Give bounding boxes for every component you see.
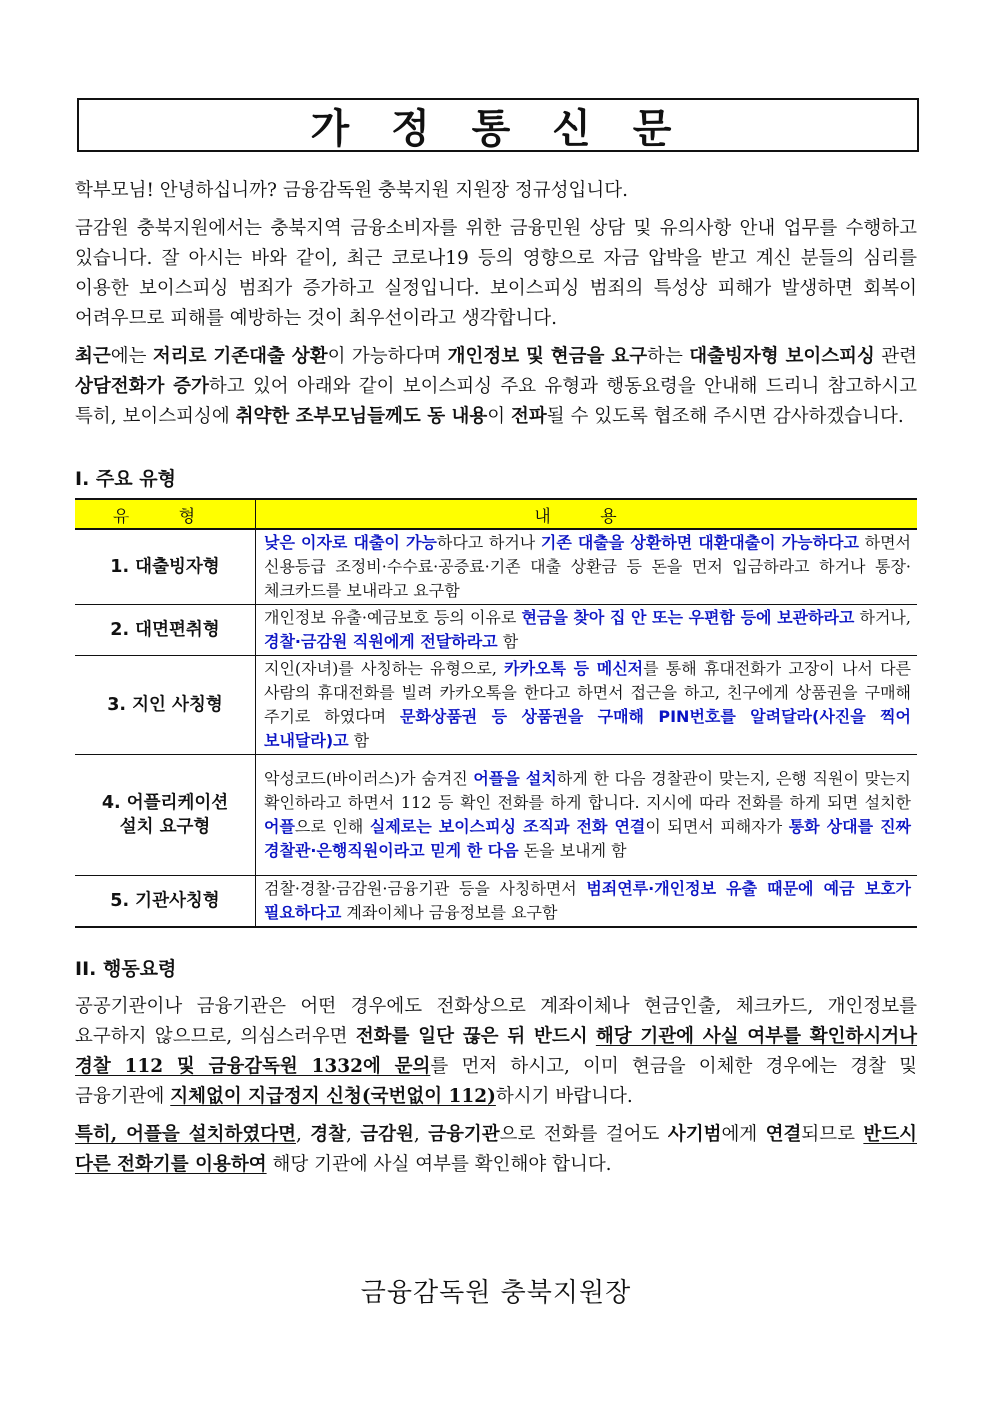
type-cell: 1. 대출빙자형 (75, 529, 256, 605)
content-text: 악성코드(바이러스)가 숨겨진 (264, 769, 474, 788)
content-text: 함 (497, 632, 519, 651)
action-text: 으로 전화를 걸어도 (499, 1124, 668, 1145)
warning-emphasis: 개인정보 및 현금을 요구 (447, 346, 648, 367)
warning-emphasis: 전파 (511, 406, 547, 427)
content-text: 이 되면서 피해자가 (645, 817, 789, 836)
action-text: 해당 기관에 사실 여부를 확인해야 합니다. (266, 1154, 612, 1175)
content-highlight: 낮은 이자로 대출이 가능 (264, 533, 437, 552)
content-highlight: 카카오톡 등 메신저 (504, 659, 644, 678)
content-cell (256, 529, 918, 605)
notice-page (75, 98, 917, 1180)
action-emphasis-underlined: 해당 기관에 사실 여부를 확인하시거나 (595, 1026, 918, 1047)
content-highlight: 기존 대출을 상환하면 대환대출이 가능하다고 (540, 533, 859, 552)
greeting-paragraph: 학부모님! 안녕하십니까? 금융감독원 충북지원 지원장 정규성입니다. (75, 180, 629, 201)
action-text: 되므로 (801, 1124, 864, 1145)
action-emphasis: 경찰 (310, 1124, 346, 1145)
action-text: 에게 (721, 1124, 766, 1145)
content-text: 지인(자녀)를 사칭하는 유형으로, (264, 659, 505, 678)
page-title: 가 정 통 신 문 (77, 98, 919, 152)
action-text: , (413, 1124, 429, 1145)
action-emphasis: 금감원 (360, 1124, 414, 1145)
action-emphasis-underlined: 반드시 다른 전화기를 이용하여 (75, 1124, 917, 1175)
intro-paragraph: 금감원 충북지원에서는 충북지역 금융소비자를 위한 금융민원 상담 및 유의사항 안내 업무를 수행하고 있습니다. 잘 아시는 바와 같이, 최근 코로나19 등의 영향으로 자금 압박을 받고 계신 분들의 심리를 이용한 보이스피싱 범죄가 증가하고 실정입니다. 보이스피싱 범죄의 특성상 피해가 발생하면 회복이 어려우므로 피해를 예방하는 것이 최우선이라고 생각합니다. (75, 218, 917, 329)
action-text: 공공기관이나 금융기관은 어떤 경우에도 전화상으로 계좌이체나 현금인출, 체크카드, 개인정보를 요구하지 않으므로, 의심스러우면 (75, 996, 917, 1047)
signature: 금융감독원 충북지원장 (360, 1278, 632, 1308)
content-highlight: 문화상품권 등 상품권을 구매해 PIN번호를 알려달라(사진을 찍어 보내달라)고 (264, 707, 911, 750)
content-highlight: 현금을 찾아 집 안 또는 우편함 등에 보관하라고 (521, 608, 855, 627)
content-text: 하다고 하거나 (436, 533, 541, 552)
warning-paragraph (75, 342, 917, 432)
col-type-header: 유 형 (75, 499, 256, 529)
content-highlight: 어플 (264, 817, 295, 836)
warning-emphasis: 상담전화가 증가 (75, 376, 209, 397)
warning-text: 최근 (75, 346, 111, 367)
table-row (75, 876, 917, 928)
content-text: 하게 한 다음 경찰관이 맞는지, 은행 직원이 맞는지 확인하라고 하면서 112 등 확인 전화를 하게 합니다. 지시에 따라 전화를 하게 되면 설치한 (264, 769, 911, 812)
action-text: 를 먼저 하시고, 이미 현금을 이체한 경우에는 경찰 및 금융기관에 (75, 1056, 917, 1107)
content-cell (256, 876, 918, 928)
table-row (75, 529, 917, 605)
col-content-header: 내 용 (256, 499, 918, 529)
type-label-line1: 4. 어플리케이션 (101, 793, 229, 813)
type-cell: 5. 기관사칭형 (75, 876, 256, 928)
section2-heading: II. 행동요령 (75, 958, 177, 980)
action-emphasis: 전화를 일단 끊은 뒤 반드시 (355, 1026, 588, 1047)
content-highlight: 범죄연루·개인정보 유출 때문에 예금 보호가 필요하다고 (264, 879, 911, 922)
action-paragraph-1 (75, 992, 917, 1112)
action-text: , (295, 1124, 311, 1145)
content-text: 계좌이체나 금융정보를 요구함 (341, 903, 558, 922)
action-paragraph-2 (75, 1120, 917, 1180)
content-cell (256, 656, 918, 755)
action-emphasis-underlined: 특히, 어플을 설치하였다면 (75, 1124, 296, 1145)
table-row (75, 656, 917, 755)
action-text: 하시기 바랍니다. (495, 1086, 633, 1107)
table-header-row (75, 499, 917, 529)
content-highlight: 어플을 설치 (473, 769, 557, 788)
content-text: 검찰·경찰·금감원·금융기관 등을 사칭하면서 (264, 879, 587, 898)
action-emphasis: 사기범 (667, 1124, 722, 1145)
warning-text: 에는 (110, 346, 153, 367)
action-emphasis: 연결 (765, 1124, 802, 1145)
action-emphasis-underlined: 지체없이 지급정지 신청(국번없이 112) (170, 1086, 496, 1107)
content-text: 개인정보 유출·예금보호 등의 이유로 (264, 608, 522, 627)
content-text: 함 (348, 731, 370, 750)
action-text: , (345, 1124, 361, 1145)
warning-text: 관련 (874, 346, 918, 367)
warning-text: 이 (487, 406, 512, 427)
warning-emphasis: 대출빙자형 보이스피싱 (689, 346, 875, 367)
warning-text: 이 가능하다며 (327, 346, 448, 367)
table-row (75, 605, 917, 656)
content-text: 으로 인해 (294, 817, 370, 836)
types-table (75, 498, 917, 928)
warning-text: 될 수 있도록 협조해 주시면 감사하겠습니다. (546, 406, 904, 427)
content-text: 하면서 신용등급 조정비·수수료·공증료·기존 대출 상환금 등 돈을 먼저 입금하라고 하거나 통장·체크카드를 보내라고 요구함 (264, 533, 911, 600)
type-label-line2: 설치 요구형 (119, 817, 211, 837)
content-cell (256, 605, 918, 656)
content-cell (256, 755, 918, 876)
section1-heading: Ⅰ. 주요 유형 (75, 468, 176, 490)
action-text (588, 1026, 596, 1047)
table-row (75, 755, 917, 876)
type-cell: 3. 지인 사칭형 (75, 656, 256, 755)
action-emphasis: 금융기관 (428, 1124, 500, 1145)
action-emphasis-underlined: 경찰 112 및 금융감독원 1332에 문의 (75, 1056, 431, 1077)
content-text: 하거나, (854, 608, 911, 627)
content-highlight: 통화 상대를 진짜 경찰관·은행직원이라고 믿게 한 다음 (264, 817, 912, 860)
content-text: 돈을 보내게 함 (518, 841, 627, 860)
content-text: 를 통해 휴대전화가 고장이 나서 다른 사람의 휴대전화를 빌려 카카오톡을 한다고 하면서 접근을 하고, 친구에게 상품권을 구매해 주기로 하였다며 (264, 659, 911, 726)
content-highlight: 경찰·금감원 직원에게 전달하라고 (264, 632, 498, 651)
warning-emphasis: 취약한 조부모님들께도 동 내용 (235, 406, 488, 427)
warning-text: 하는 (647, 346, 690, 367)
type-cell: 2. 대면편취형 (75, 605, 256, 656)
warning-emphasis: 저리로 기존대출 상환 (152, 346, 328, 367)
warning-text: 하고 있어 아래와 같이 보이스피싱 주요 유형과 행동요령을 안내해 드리니 참고하시고 특히, 보이스피싱에 (75, 376, 917, 427)
type-cell (75, 755, 256, 876)
content-highlight: 실제로는 보이스피싱 조직과 전화 연결 (369, 817, 646, 836)
